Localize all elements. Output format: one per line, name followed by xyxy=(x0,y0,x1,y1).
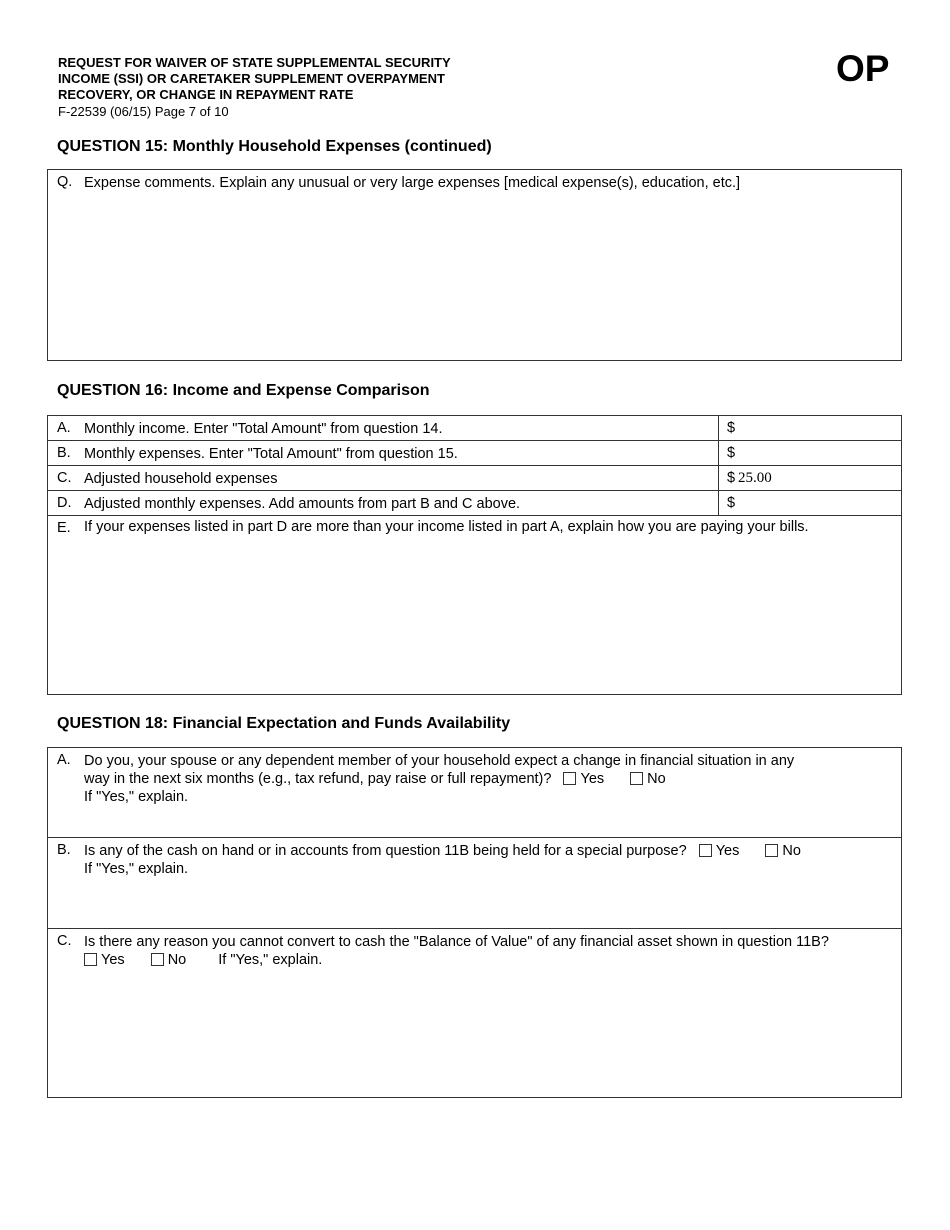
q18-part-c[interactable] xyxy=(48,929,901,1097)
q16-row-e-text: If your expenses listed in part D are more than your income listed in part A, explain how you are paying your bills. xyxy=(84,519,809,535)
q15-q-text: Expense comments. Explain any unusual or very large expenses [medical expense(s), education, etc.] xyxy=(84,175,741,191)
q16-row-c-text: Adjusted household expenses xyxy=(84,471,278,487)
q18-b-label: B. xyxy=(57,842,71,858)
q18-part-a[interactable] xyxy=(48,748,901,838)
q16-row-a-currency: $ xyxy=(727,420,736,436)
q18-a-text-line-1: Do you, your spouse or any dependent member of your household expect a change in financial situation in any xyxy=(84,753,795,769)
form-header xyxy=(58,55,658,120)
q18-b-yes-label: Yes xyxy=(715,843,740,859)
q16-row-e-explain-field[interactable] xyxy=(48,516,901,694)
q16-row-c xyxy=(48,466,901,491)
q15-title: QUESTION 15: Monthly Household Expenses (continued) xyxy=(57,138,492,155)
q18-c-options-line xyxy=(84,951,899,969)
q18-box xyxy=(47,747,902,1098)
q15-expense-comments-field[interactable] xyxy=(48,170,901,360)
op-mark: OP xyxy=(836,48,890,89)
form-title-line-1: REQUEST FOR WAIVER OF STATE SUPPLEMENTAL SECURITY xyxy=(58,55,451,70)
q18-part-b[interactable] xyxy=(48,838,901,929)
q18-c-yes-checkbox[interactable] xyxy=(84,953,97,966)
q16-row-d-amount-field[interactable] xyxy=(718,491,904,515)
q18-a-yes-option[interactable] xyxy=(563,770,604,788)
q18-c-yes-option[interactable] xyxy=(84,951,125,969)
q18-b-text-line xyxy=(84,842,893,860)
form-title-line-3: RECOVERY, OR CHANGE IN REPAYMENT RATE xyxy=(58,87,354,102)
q16-row-b-amount-field[interactable] xyxy=(718,441,904,465)
q16-row-a-amount-field[interactable] xyxy=(718,416,904,440)
q18-c-text: Is there any reason you cannot convert to cash the "Balance of Value" of any financial asset shown in question 11B? xyxy=(84,934,829,950)
q16-row-b-currency: $ xyxy=(727,445,736,461)
form-title-line-2: INCOME (SSI) OR CARETAKER SUPPLEMENT OVERPAYMENT xyxy=(58,71,445,86)
q18-c-explain: If "Yes," explain. xyxy=(218,952,323,968)
q18-a-no-checkbox[interactable] xyxy=(630,772,643,785)
q18-a-yes-label: Yes xyxy=(580,771,605,787)
q16-row-b xyxy=(48,441,901,466)
q18-a-explain: If "Yes," explain. xyxy=(84,789,189,805)
q16-row-c-amount-field[interactable] xyxy=(718,466,904,490)
q16-row-e-label: E. xyxy=(57,520,71,536)
q18-b-yes-option[interactable] xyxy=(699,842,740,860)
q18-c-yes-label: Yes xyxy=(101,952,125,968)
q18-a-text-block xyxy=(84,752,893,806)
q16-row-b-label: B. xyxy=(57,445,71,461)
q18-a-no-option[interactable] xyxy=(630,770,666,788)
q18-c-label: C. xyxy=(57,933,72,949)
q15-box xyxy=(47,169,902,361)
q18-b-yes-checkbox[interactable] xyxy=(699,844,712,857)
q16-row-d-text: Adjusted monthly expenses. Add amounts from part B and C above. xyxy=(84,496,521,512)
q16-row-c-currency: $ xyxy=(727,470,736,486)
q16-row-b-text: Monthly expenses. Enter "Total Amount" from question 15. xyxy=(84,446,458,462)
q18-b-text-block xyxy=(84,842,893,878)
q18-b-explain: If "Yes," explain. xyxy=(84,861,189,877)
q18-a-text-line-2 xyxy=(84,770,893,788)
q18-c-no-label: No xyxy=(167,952,187,968)
q18-a-yes-checkbox[interactable] xyxy=(563,772,576,785)
q15-q-label: Q. xyxy=(57,174,73,190)
q16-table xyxy=(47,415,902,695)
q18-b-no-option[interactable] xyxy=(765,842,801,860)
q16-row-a xyxy=(48,416,901,441)
q18-c-no-option[interactable] xyxy=(151,951,187,969)
form-number: F-22539 (06/15) Page 7 of 10 xyxy=(58,104,229,119)
q18-a-no-label: No xyxy=(647,771,666,787)
q16-row-d-label: D. xyxy=(57,495,72,511)
q18-c-text-block xyxy=(84,933,899,969)
q16-title: QUESTION 16: Income and Expense Comparison xyxy=(57,382,430,399)
q16-row-c-value: 25.00 xyxy=(738,470,772,486)
q18-c-no-checkbox[interactable] xyxy=(151,953,164,966)
q16-row-c-label: C. xyxy=(57,470,72,486)
q16-row-a-label: A. xyxy=(57,420,71,436)
q18-a-label: A. xyxy=(57,752,71,768)
q18-b-text: Is any of the cash on hand or in accounts from question 11B being held for a special purpose? xyxy=(84,843,687,859)
q16-row-d-currency: $ xyxy=(727,495,736,511)
q18-b-no-label: No xyxy=(782,843,801,859)
q16-row-a-text: Monthly income. Enter "Total Amount" from question 14. xyxy=(84,421,443,437)
q18-a-text-2: way in the next six months (e.g., tax refund, pay raise or full repayment)? xyxy=(84,771,552,787)
q16-row-d xyxy=(48,491,901,516)
q18-b-no-checkbox[interactable] xyxy=(765,844,778,857)
q18-title: QUESTION 18: Financial Expectation and Funds Availability xyxy=(57,715,511,732)
